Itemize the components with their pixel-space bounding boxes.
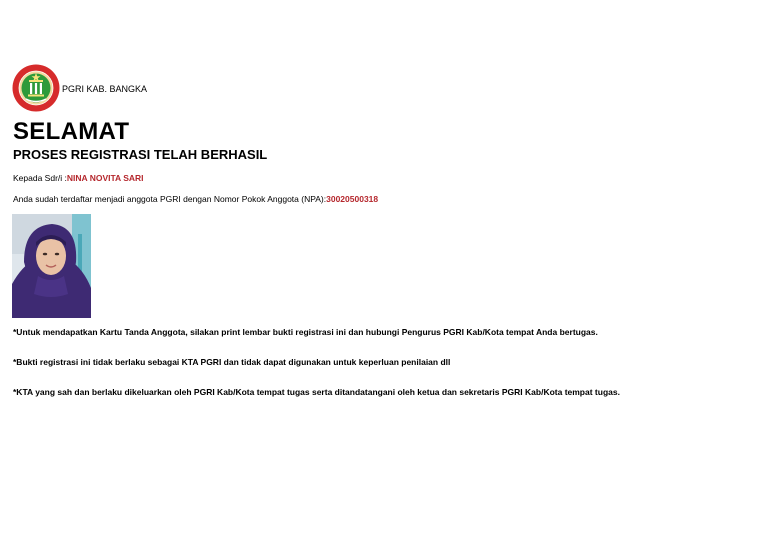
npa-number: 30020500318: [326, 194, 379, 204]
organization-name: PGRI KAB. BANGKA: [62, 84, 148, 94]
recipient-name: NINA NOVITA SARI: [66, 173, 144, 183]
page-title: SELAMAT: [13, 118, 130, 145]
page-subtitle: PROSES REGISTRASI TELAH BERHASIL: [13, 147, 268, 162]
note-1: *Untuk mendapatkan Kartu Tanda Anggota, silakan print lembar bukti registrasi ini dan hubungi Pengurus PGRI Kab/Kota tempat Anda bertugas.: [13, 327, 598, 337]
member-photo: [12, 214, 91, 318]
registration-line: [13, 194, 378, 204]
header: [12, 64, 147, 112]
recipient-prefix: Kepada Sdr/i :: [13, 173, 67, 183]
pgri-emblem-icon: [12, 64, 60, 112]
recipient-line: [13, 173, 144, 183]
note-2: *Bukti registrasi ini tidak berlaku sebagai KTA PGRI dan tidak dapat digunakan untuk keperluan penilaian dll: [13, 357, 451, 367]
note-3: *KTA yang sah dan berlaku dikeluarkan oleh PGRI Kab/Kota tempat tugas serta ditandatangani oleh ketua dan sekretaris PGRI Kab/Kota tempat tugas.: [13, 387, 620, 397]
registration-text: Anda sudah terdaftar menjadi anggota PGRI dengan Nomor Pokok Anggota (NPA):: [13, 194, 327, 204]
